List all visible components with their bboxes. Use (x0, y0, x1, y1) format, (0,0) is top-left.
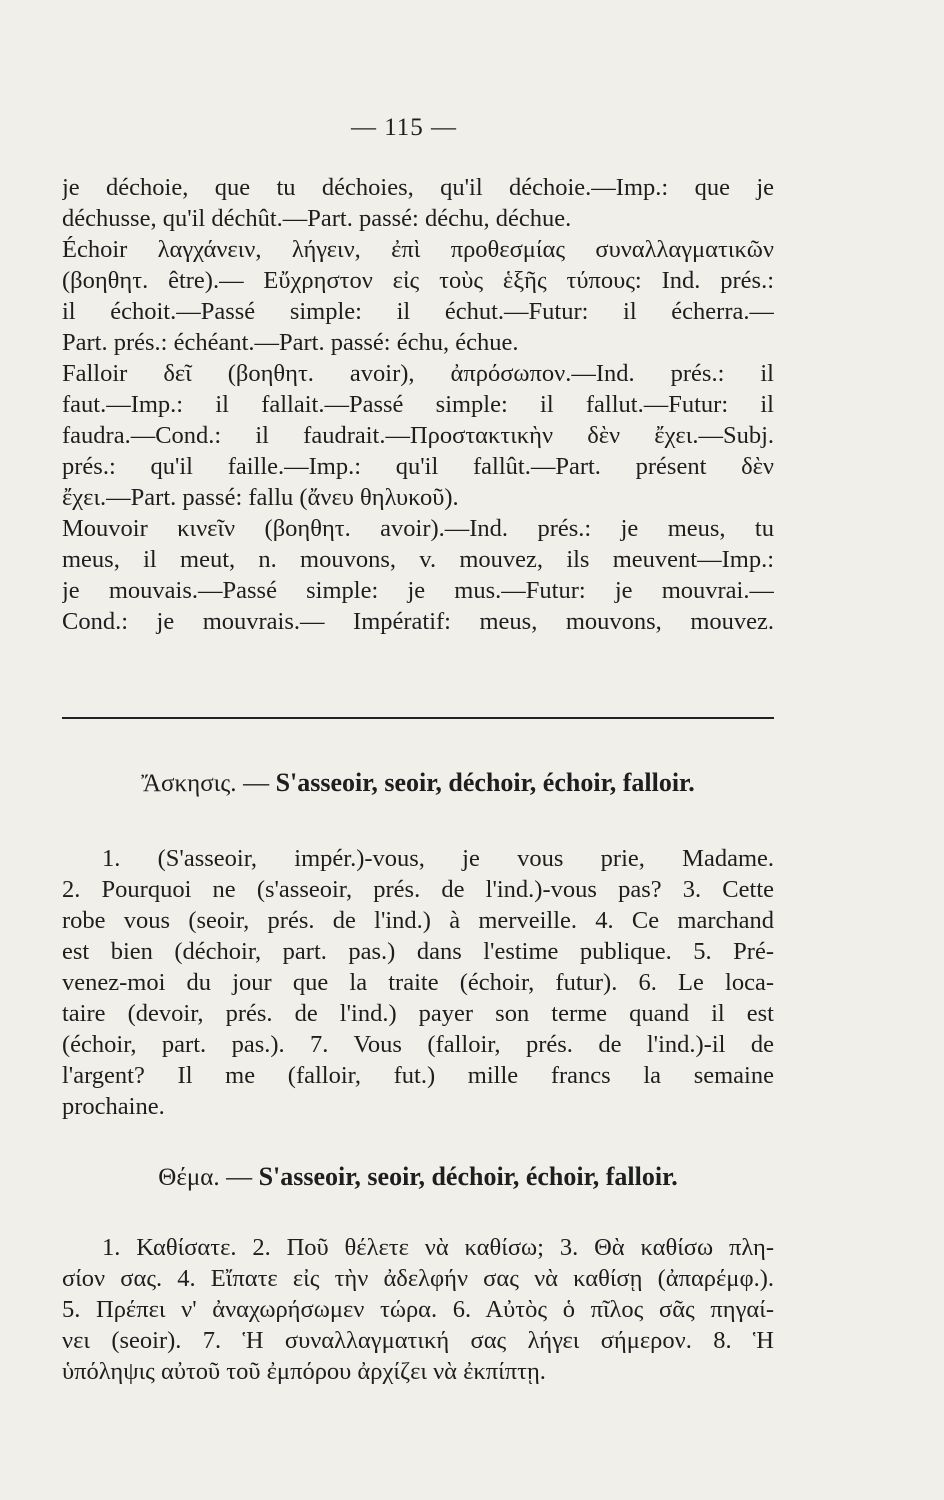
theme-title: S'asseoir, seoir, déchoir, échoir, falloir. (258, 1162, 678, 1191)
text-line: Part. prés.: échéant.—Part. passé: échu, échue. (62, 329, 519, 356)
text-line: taire (devoir, prés. de l'ind.) payer son terme quand il est (62, 1000, 774, 1027)
text-line: il échoit.—Passé simple: il échut.—Futur: il écherra.— (62, 298, 774, 325)
text-line: 1. Καθίσατε. 2. Ποῦ θέλετε νὰ καθίσω; 3. Θὰ καθίσω πλη- (102, 1234, 774, 1261)
section-divider (62, 717, 774, 719)
text-line: je mouvais.—Passé simple: je mus.—Futur: je mouvrai.— (62, 577, 774, 604)
text-line: faudra.—Cond.: il faudrait.—Προστακτικὴν δὲν ἔχει.—Subj. (62, 422, 774, 449)
text-line: (échoir, part. pas.). 7. Vous (falloir, prés. de l'ind.)-il de (62, 1031, 774, 1058)
text-line: νει (seoir). 7. Ἡ συναλλαγματική σας λήγει σήμερον. 8. Ἡ (62, 1327, 774, 1354)
theme-label: Θέμα. (158, 1164, 220, 1191)
theme-heading (62, 1162, 774, 1192)
text-line: Cond.: je mouvrais.— Impératif: meus, mouvons, mouvez. (62, 608, 774, 635)
text-line: 2. Pourquoi ne (s'asseoir, prés. de l'ind.)-vous pas? 3. Cette (62, 876, 774, 903)
exercise-section (62, 843, 774, 1122)
text-line: est bien (déchoir, part. pas.) dans l'estime publique. 5. Pré- (62, 938, 774, 965)
conjugation-section (62, 172, 774, 637)
exercise-heading (62, 768, 774, 798)
text-line: robe vous (seoir, prés. de l'ind.) à merveille. 4. Ce marchand (62, 907, 774, 934)
theme-section (62, 1232, 774, 1387)
text-line: Mouvoir κινεῖν (βοηθητ. avoir).—Ind. prés.: je meus, tu (62, 515, 774, 542)
heading-dash: — (219, 1162, 259, 1191)
page-number: — 115 — (350, 114, 458, 141)
text-line: ἔχει.—Part. passé: fallu (ἄνευ θηλυκοῦ). (62, 484, 459, 511)
text-line: déchusse, qu'il déchût.—Part. passé: déchu, déchue. (62, 205, 572, 232)
text-line: (βοηθητ. être).— Εὔχρηστον εἰς τοὺς ἑξῆς τύπους: Ind. prés.: (62, 267, 774, 294)
exercise-title: S'asseoir, seoir, déchoir, échoir, falloir. (275, 768, 695, 797)
text-line: 5. Πρέπει ν' ἀναχωρήσωμεν τώρα. 6. Αὐτὸς ὁ πῖλος σᾶς πηγαί- (62, 1296, 774, 1323)
text-line: Échoir λαγχάνειν, λήγειν, ἐπὶ προθεσμίας συναλλαγματικῶν (62, 236, 774, 263)
text-line: je déchoie, que tu déchoies, qu'il déchoie.—Imp.: que je (62, 174, 774, 201)
exercise-label: Ἄσκησις. (141, 770, 237, 797)
text-line: meus, il meut, n. mouvons, v. mouvez, ils meuvent—Imp.: (62, 546, 774, 573)
text-line: σίον σας. 4. Εἴπατε εἰς τὴν ἀδελφήν σας νὰ καθίσῃ (ἀπαρέμφ.). (62, 1265, 774, 1292)
text-line: prés.: qu'il faille.—Imp.: qu'il fallût.—Part. présent δὲν (62, 453, 774, 480)
text-line: 1. (S'asseoir, impér.)-vous, je vous prie, Madame. (102, 845, 774, 872)
text-line: ὑπόληψις αὐτοῦ τοῦ ἐμπόρου ἀρχίζει νὰ ἐκπίπτῃ. (62, 1358, 546, 1385)
text-line: Falloir δεῖ (βοηθητ. avoir), ἀπρόσωπον.—Ind. prés.: il (62, 360, 774, 387)
heading-dash: — (236, 768, 276, 797)
text-line: venez-moi du jour que la traite (échoir, futur). 6. Le loca- (62, 969, 774, 996)
text-line: faut.—Imp.: il fallait.—Passé simple: il fallut.—Futur: il (62, 391, 774, 418)
text-line: l'argent? Il me (falloir, fut.) mille francs la semaine (62, 1062, 774, 1089)
text-line: prochaine. (62, 1093, 165, 1120)
